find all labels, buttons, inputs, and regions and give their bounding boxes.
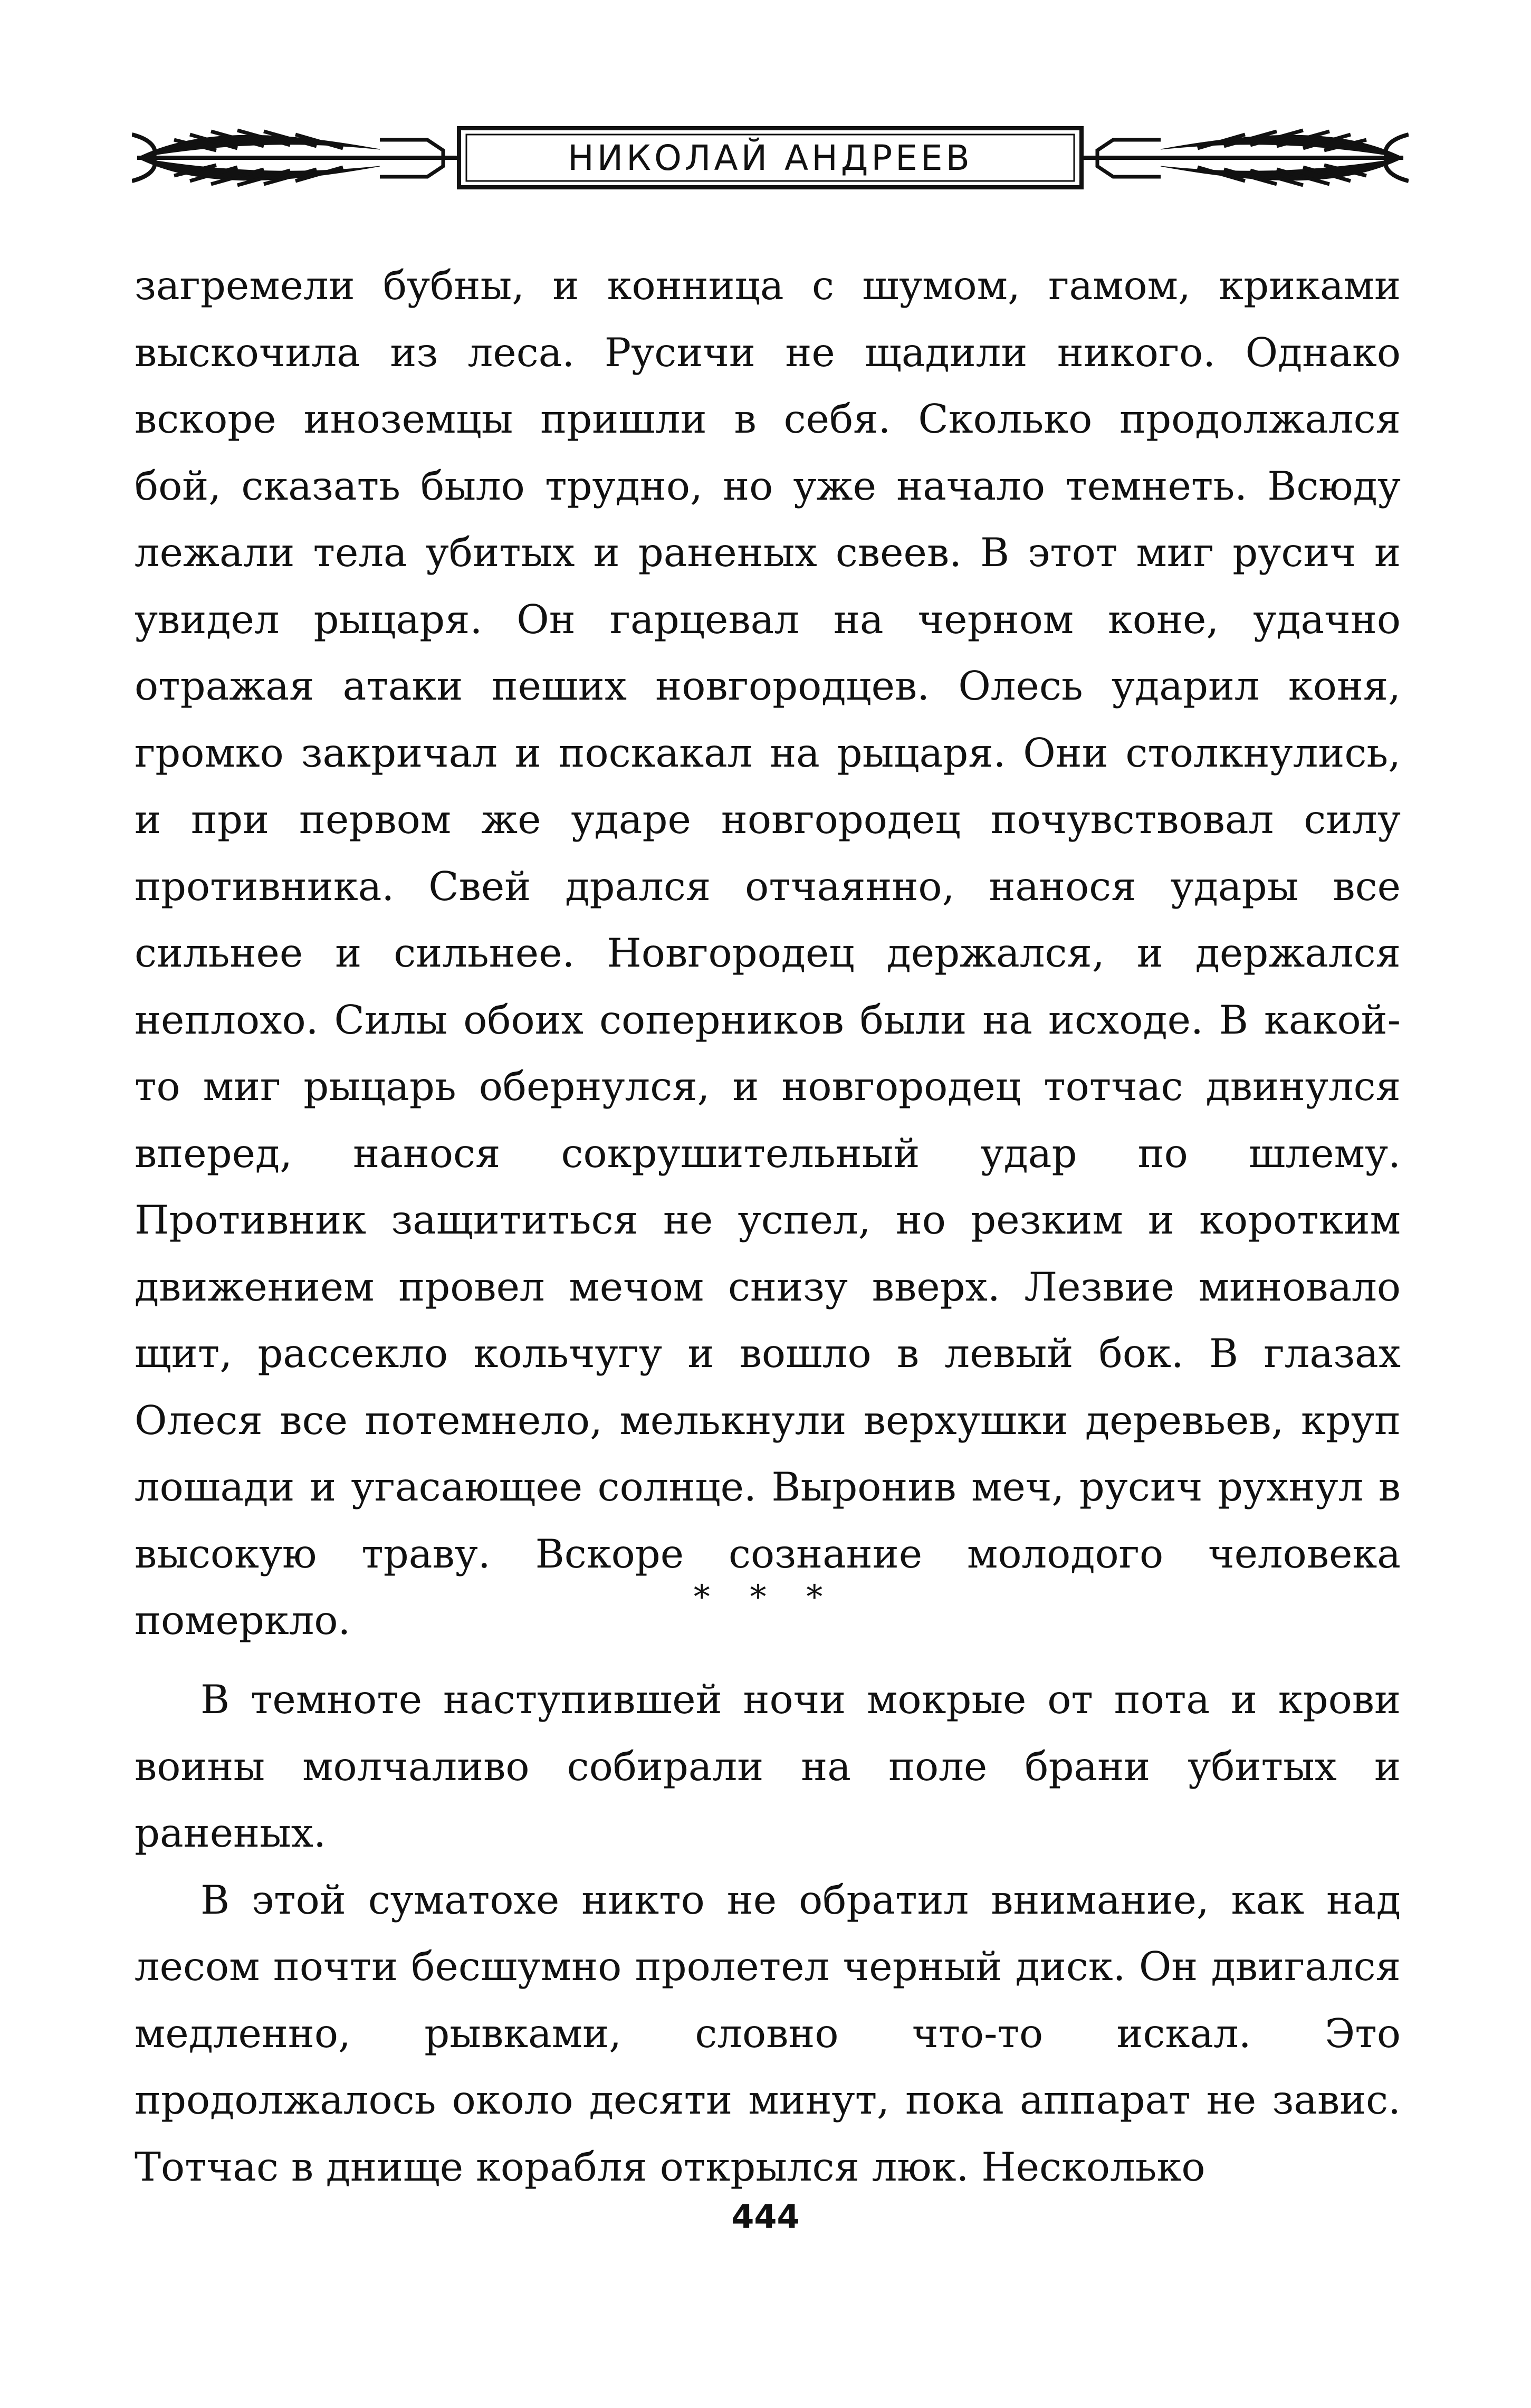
section-separator: * * *: [693, 1578, 838, 1616]
text-block-top: [135, 252, 1401, 1654]
paragraph-disk: В этой суматохе никто не обратил внимание, как над лесом почти бесшумно пролетел черный диск. Он двигался медленно, рывками, словно что-то искал. Это продолжалось около десяти минут, пока аппарат не завис. Тотчас в днище корабля открылся люк. Несколько: [135, 1876, 1401, 2190]
running-header: [132, 119, 1409, 198]
running-title: НИКОЛАЙ АНДРЕЕВ: [568, 138, 973, 178]
text-block-bottom: [135, 1666, 1401, 2200]
paragraph-continuation: загремели бубны, и конница с шумом, гамом, криками выскочила из леса. Русичи не щадили никого. Однако вскоре иноземцы пришли в себя. Сколько продолжался бой, сказать было трудно, но уже начало темнеть. Всюду лежали тела убитых и раненых свеев. В этот миг русич и увидел рыцаря. Он гарцевал на черном коне, удачно отражая атаки пеших новгородцев. Олесь ударил коня, громко закричал и поскакал на рыцаря. Они столкнулись, и при первом же ударе новгородец почувствовал силу противника. Свей дрался отчаянно, нанося удары все сильнее и сильнее. Новгородец держался, и держался неплохо. Силы обоих соперников были на исходе. В какой-то миг рыцарь обернулся, и новгородец тотчас двинулся вперед, нанося сокрушительный удар по шлему. Противник защититься не успел, но резким и коротким движением провел мечом снизу вверх. Лезвие миновало щит, рассекло кольчугу и вошло в левый бок. В глазах Олеся все потемнело, мелькнули верхушки деревьев, круп лошади и угасающее солнце. Выронив меч, русич рухнул в высокую траву. Вскоре сознание молодого человека померкло.: [135, 262, 1401, 1643]
page-number: 444: [731, 2197, 800, 2236]
paragraph-night: В темноте наступившей ночи мокрые от пота и крови воины молчаливо собирали на поле брани убитых и раненых.: [135, 1676, 1401, 1856]
